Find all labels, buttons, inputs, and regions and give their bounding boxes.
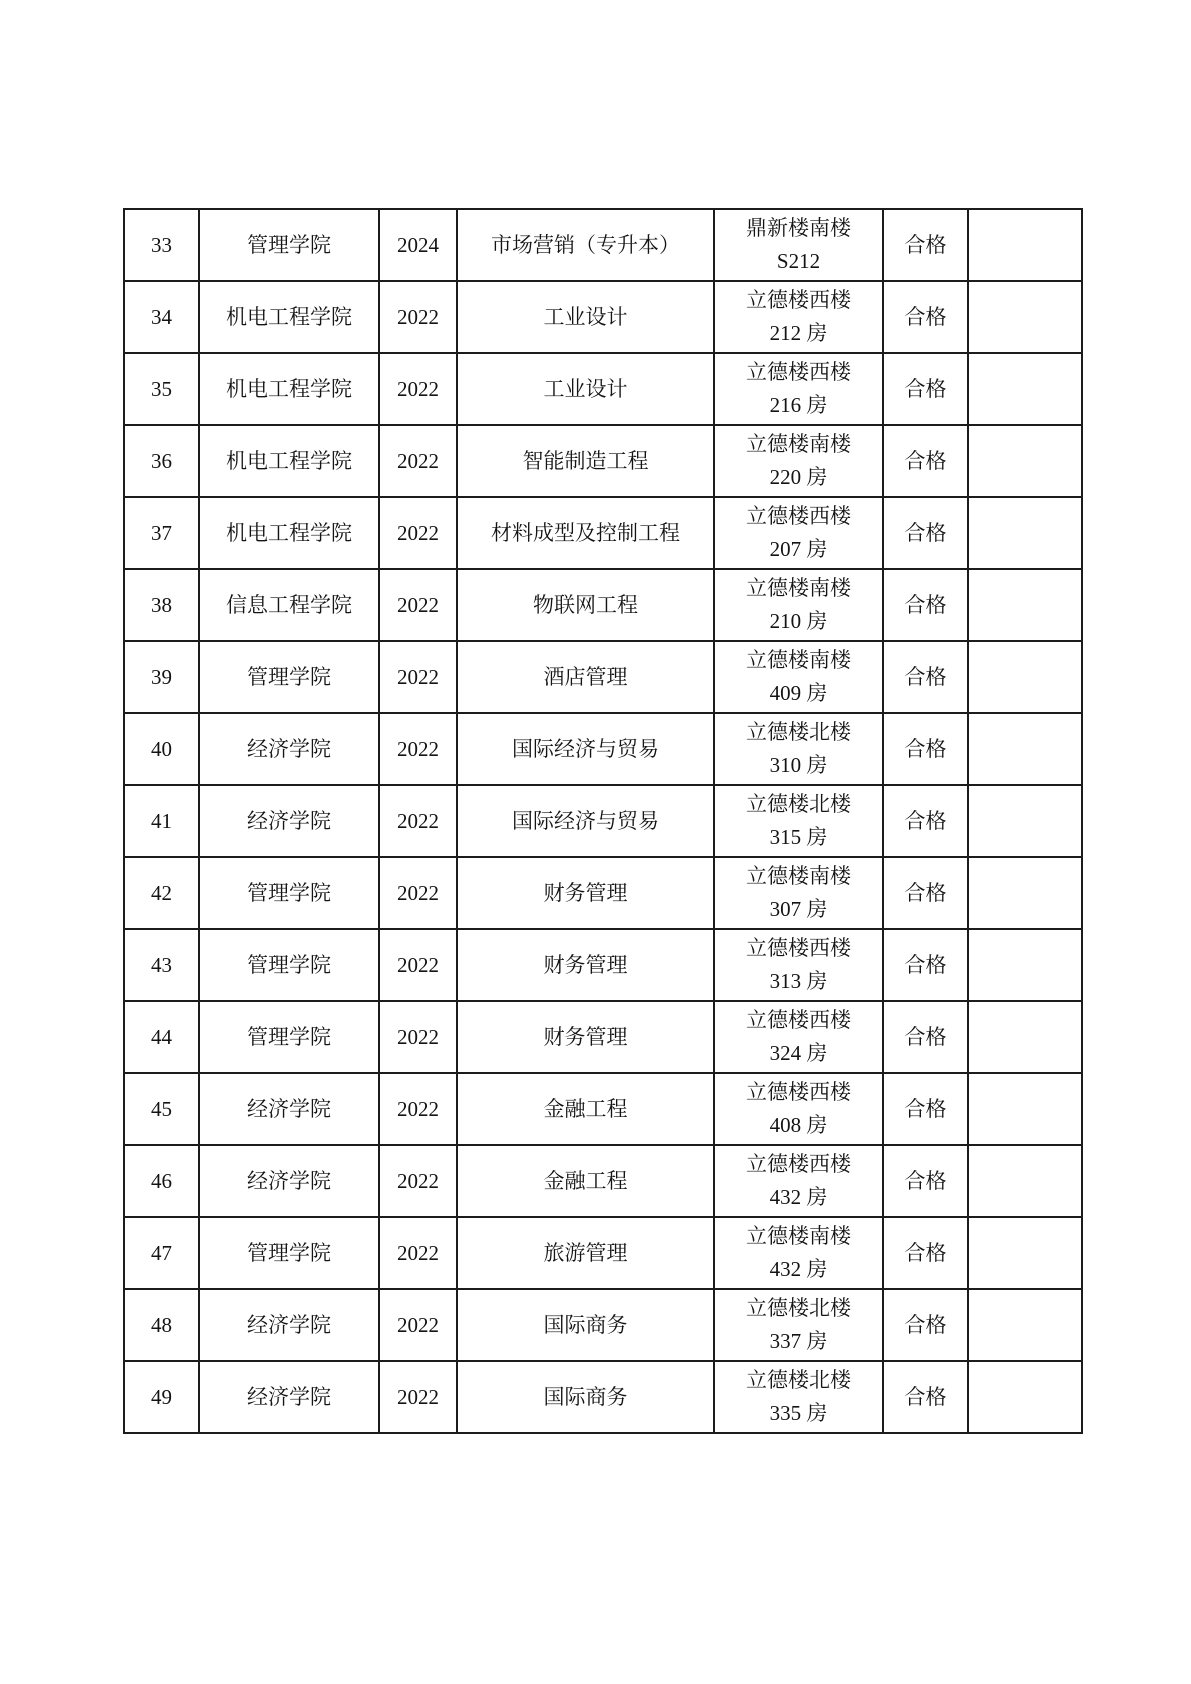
note-cell: [968, 713, 1082, 785]
location-room: S212: [776, 249, 821, 273]
college-name: 经济学院: [199, 713, 379, 785]
college-name: 经济学院: [199, 785, 379, 857]
college-name: 管理学院: [199, 209, 379, 281]
row-index: 49: [124, 1361, 199, 1433]
location-room: 432 房: [769, 1257, 828, 1281]
major-name: 工业设计: [457, 353, 714, 425]
row-index: 40: [124, 713, 199, 785]
row-index: 43: [124, 929, 199, 1001]
note-cell: [968, 1289, 1082, 1361]
college-name: 管理学院: [199, 1217, 379, 1289]
note-cell: [968, 785, 1082, 857]
college-name: 管理学院: [199, 929, 379, 1001]
college-name: 机电工程学院: [199, 425, 379, 497]
note-cell: [968, 857, 1082, 929]
location-room: 313 房: [769, 969, 828, 993]
college-name: 经济学院: [199, 1145, 379, 1217]
exam-table-body: [124, 209, 1082, 1433]
status-result: 合格: [883, 569, 968, 641]
note-cell: [968, 353, 1082, 425]
location-room: 335 房: [769, 1401, 828, 1425]
row-index: 33: [124, 209, 199, 281]
enrollment-year: 2022: [379, 1001, 457, 1073]
note-cell: [968, 929, 1082, 1001]
row-index: 34: [124, 281, 199, 353]
location-building: 立德楼南楼: [746, 648, 851, 672]
college-name: 管理学院: [199, 1001, 379, 1073]
table-row: [124, 569, 1082, 641]
enrollment-year: 2022: [379, 497, 457, 569]
table-row: [124, 1217, 1082, 1289]
exam-location: [714, 857, 883, 929]
major-name: 国际经济与贸易: [457, 713, 714, 785]
college-name: 管理学院: [199, 857, 379, 929]
table-row: [124, 1361, 1082, 1433]
status-result: 合格: [883, 785, 968, 857]
major-name: 财务管理: [457, 929, 714, 1001]
status-result: 合格: [883, 857, 968, 929]
location-building: 立德楼北楼: [746, 792, 851, 816]
location-room: 216 房: [769, 393, 828, 417]
exam-location: [714, 1361, 883, 1433]
row-index: 37: [124, 497, 199, 569]
exam-location: [714, 713, 883, 785]
note-cell: [968, 1361, 1082, 1433]
location-room: 409 房: [769, 681, 828, 705]
location-building: 立德楼西楼: [746, 1152, 851, 1176]
note-cell: [968, 209, 1082, 281]
status-result: 合格: [883, 209, 968, 281]
location-room: 432 房: [769, 1185, 828, 1209]
status-result: 合格: [883, 281, 968, 353]
note-cell: [968, 1145, 1082, 1217]
major-name: 酒店管理: [457, 641, 714, 713]
enrollment-year: 2022: [379, 1289, 457, 1361]
row-index: 47: [124, 1217, 199, 1289]
major-name: 国际经济与贸易: [457, 785, 714, 857]
exam-location: [714, 209, 883, 281]
exam-location: [714, 1217, 883, 1289]
enrollment-year: 2022: [379, 1145, 457, 1217]
row-index: 41: [124, 785, 199, 857]
college-name: 经济学院: [199, 1289, 379, 1361]
exam-location: [714, 425, 883, 497]
exam-location: [714, 785, 883, 857]
row-index: 38: [124, 569, 199, 641]
status-result: 合格: [883, 641, 968, 713]
exam-location: [714, 929, 883, 1001]
location-building: 立德楼南楼: [746, 432, 851, 456]
status-result: 合格: [883, 929, 968, 1001]
table-row: [124, 1001, 1082, 1073]
table-row: [124, 209, 1082, 281]
table-row: [124, 1073, 1082, 1145]
location-building: 立德楼西楼: [746, 1080, 851, 1104]
table-row: [124, 1145, 1082, 1217]
status-result: 合格: [883, 497, 968, 569]
enrollment-year: 2022: [379, 1073, 457, 1145]
major-name: 市场营销（专升本）: [457, 209, 714, 281]
enrollment-year: 2022: [379, 785, 457, 857]
location-room: 408 房: [769, 1113, 828, 1137]
major-name: 智能制造工程: [457, 425, 714, 497]
status-result: 合格: [883, 1361, 968, 1433]
table-row: [124, 425, 1082, 497]
note-cell: [968, 569, 1082, 641]
note-cell: [968, 1073, 1082, 1145]
location-building: 立德楼北楼: [746, 1368, 851, 1392]
enrollment-year: 2022: [379, 281, 457, 353]
college-name: 机电工程学院: [199, 281, 379, 353]
enrollment-year: 2022: [379, 1217, 457, 1289]
table-row: [124, 497, 1082, 569]
location-building: 立德楼西楼: [746, 288, 851, 312]
location-room: 210 房: [769, 609, 828, 633]
major-name: 金融工程: [457, 1073, 714, 1145]
college-name: 机电工程学院: [199, 353, 379, 425]
location-building: 立德楼北楼: [746, 1296, 851, 1320]
location-building: 立德楼北楼: [746, 720, 851, 744]
row-index: 44: [124, 1001, 199, 1073]
note-cell: [968, 281, 1082, 353]
exam-location: [714, 569, 883, 641]
enrollment-year: 2022: [379, 425, 457, 497]
major-name: 国际商务: [457, 1289, 714, 1361]
status-result: 合格: [883, 1073, 968, 1145]
exam-location: [714, 1073, 883, 1145]
note-cell: [968, 1217, 1082, 1289]
enrollment-year: 2022: [379, 929, 457, 1001]
location-building: 立德楼南楼: [746, 864, 851, 888]
status-result: 合格: [883, 425, 968, 497]
location-room: 315 房: [769, 825, 828, 849]
location-building: 立德楼南楼: [746, 576, 851, 600]
table-row: [124, 929, 1082, 1001]
status-result: 合格: [883, 1217, 968, 1289]
major-name: 旅游管理: [457, 1217, 714, 1289]
exam-location: [714, 1001, 883, 1073]
location-room: 310 房: [769, 753, 828, 777]
exam-location: [714, 1289, 883, 1361]
status-result: 合格: [883, 1001, 968, 1073]
status-result: 合格: [883, 713, 968, 785]
row-index: 48: [124, 1289, 199, 1361]
major-name: 财务管理: [457, 857, 714, 929]
note-cell: [968, 641, 1082, 713]
college-name: 经济学院: [199, 1361, 379, 1433]
table-row: [124, 857, 1082, 929]
note-cell: [968, 425, 1082, 497]
row-index: 46: [124, 1145, 199, 1217]
enrollment-year: 2022: [379, 641, 457, 713]
exam-location: [714, 1145, 883, 1217]
row-index: 39: [124, 641, 199, 713]
row-index: 35: [124, 353, 199, 425]
enrollment-year: 2022: [379, 353, 457, 425]
location-building: 立德楼西楼: [746, 504, 851, 528]
status-result: 合格: [883, 1289, 968, 1361]
status-result: 合格: [883, 353, 968, 425]
location-room: 307 房: [769, 897, 828, 921]
major-name: 材料成型及控制工程: [457, 497, 714, 569]
location-building: 立德楼南楼: [746, 1224, 851, 1248]
exam-location: [714, 641, 883, 713]
enrollment-year: 2024: [379, 209, 457, 281]
location-room: 212 房: [769, 321, 828, 345]
location-building: 鼎新楼南楼: [746, 216, 851, 240]
major-name: 物联网工程: [457, 569, 714, 641]
exam-location: [714, 281, 883, 353]
college-name: 机电工程学院: [199, 497, 379, 569]
location-room: 220 房: [769, 465, 828, 489]
table-row: [124, 785, 1082, 857]
row-index: 42: [124, 857, 199, 929]
college-name: 信息工程学院: [199, 569, 379, 641]
major-name: 财务管理: [457, 1001, 714, 1073]
enrollment-year: 2022: [379, 1361, 457, 1433]
row-index: 45: [124, 1073, 199, 1145]
table-row: [124, 1289, 1082, 1361]
table-row: [124, 281, 1082, 353]
enrollment-year: 2022: [379, 569, 457, 641]
exam-schedule-table: [123, 208, 1083, 1434]
location-room: 337 房: [769, 1329, 828, 1353]
major-name: 工业设计: [457, 281, 714, 353]
location-room: 324 房: [769, 1041, 828, 1065]
location-room: 207 房: [769, 537, 828, 561]
table-row: [124, 641, 1082, 713]
row-index: 36: [124, 425, 199, 497]
note-cell: [968, 497, 1082, 569]
note-cell: [968, 1001, 1082, 1073]
location-building: 立德楼西楼: [746, 360, 851, 384]
major-name: 国际商务: [457, 1361, 714, 1433]
major-name: 金融工程: [457, 1145, 714, 1217]
enrollment-year: 2022: [379, 713, 457, 785]
college-name: 经济学院: [199, 1073, 379, 1145]
status-result: 合格: [883, 1145, 968, 1217]
college-name: 管理学院: [199, 641, 379, 713]
table-row: [124, 353, 1082, 425]
location-building: 立德楼西楼: [746, 936, 851, 960]
enrollment-year: 2022: [379, 857, 457, 929]
exam-location: [714, 353, 883, 425]
exam-location: [714, 497, 883, 569]
table-row: [124, 713, 1082, 785]
location-building: 立德楼西楼: [746, 1008, 851, 1032]
